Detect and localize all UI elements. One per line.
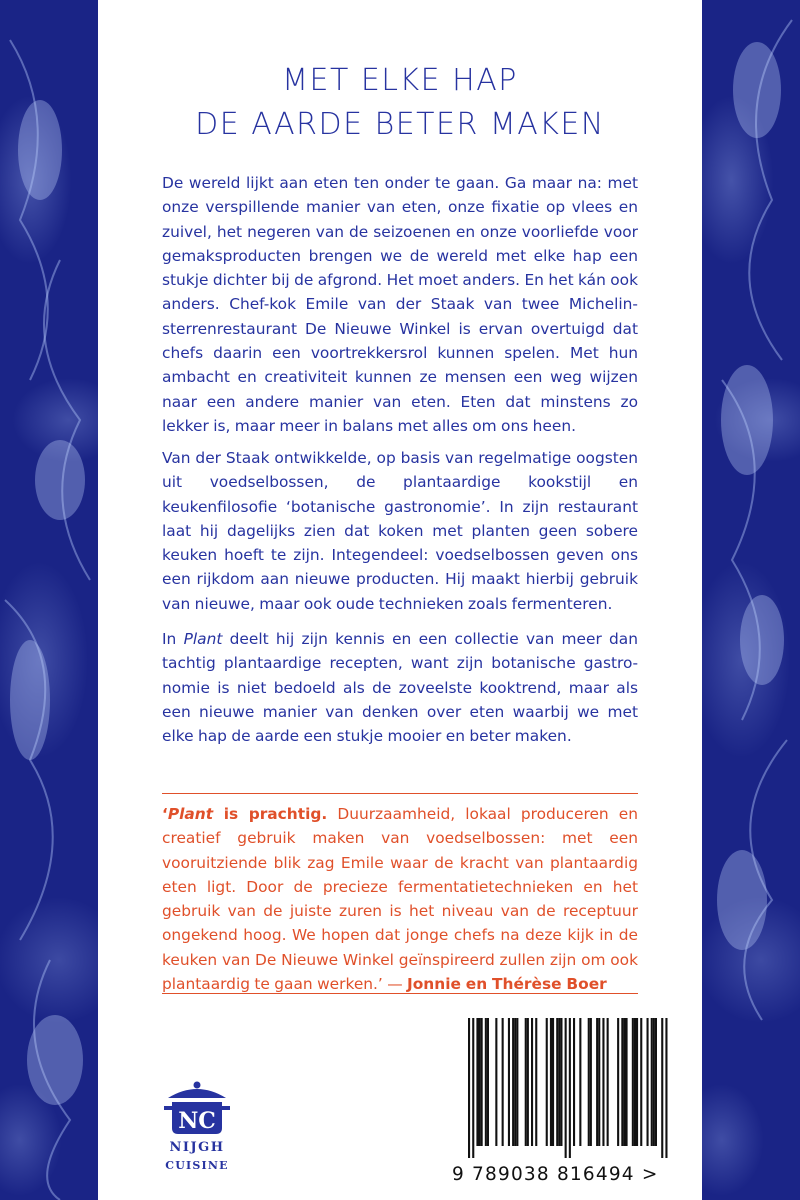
barcode-bar — [481, 1018, 483, 1146]
barcode-bar — [546, 1018, 548, 1146]
quote-lead: is prachtig. — [213, 805, 328, 823]
barcode-bars — [446, 1018, 696, 1160]
barcode-bar — [647, 1018, 649, 1146]
barcode-bar — [479, 1018, 481, 1146]
barcode-bar — [598, 1018, 600, 1146]
leaf-pattern-right — [702, 0, 800, 1200]
barcode-bar — [550, 1018, 552, 1146]
barcode-bar — [502, 1018, 504, 1146]
barcode-bar — [565, 1018, 567, 1158]
barcode-bar — [579, 1018, 581, 1146]
barcode-bar — [476, 1018, 478, 1146]
barcode-bar — [527, 1018, 529, 1146]
paragraph-3 — [162, 627, 638, 748]
barcode-bar — [525, 1018, 527, 1146]
barcode-bar — [556, 1018, 558, 1146]
barcode-digits: 9 789038 816494 > — [452, 1164, 659, 1185]
barcode-bar — [485, 1018, 487, 1146]
quote-open-mark: ‘ — [162, 805, 168, 823]
publisher-logo — [162, 1076, 252, 1176]
barcode-bar — [590, 1018, 592, 1146]
book-title-italic: Plant — [183, 630, 223, 648]
barcode-bar — [626, 1018, 628, 1146]
barcode-bar — [634, 1018, 636, 1146]
quote-attribution: Jonnie en Thérèse Boer — [407, 975, 607, 994]
barcode-bar — [602, 1018, 604, 1146]
quote-book-title: Plant — [167, 805, 214, 823]
quote-body: Duurzaamheid, lokaal produceren en creatief gebruik maken van voedselbossen: met een vooruitziende blik zag Emile waar de kracht van plantaardig eten ligt. Door de precieze fermentatietechnieken en het gebruik van de juiste zuren is het niveau van de receptuur ongekend hoog. We hopen dat jonge chefs na deze kijk in de keuken van De Nieuwe Winkel geïnspireerd zullen zijn om ook plantaardig te gaan werken.’ — — [162, 805, 638, 994]
barcode-bar — [512, 1018, 514, 1146]
barcode-bar — [607, 1018, 609, 1146]
barcode-bar — [573, 1018, 575, 1146]
barcode-bar — [623, 1018, 625, 1146]
barcode-bar — [665, 1018, 667, 1158]
barcode-bar — [569, 1018, 571, 1158]
paragraph-3-prefix: In — [162, 630, 184, 648]
barcode-bar — [632, 1018, 634, 1146]
barcode-bar — [655, 1018, 657, 1146]
title-line-2: DE AARDE BETER MAKEN — [195, 107, 605, 142]
barcode-bar — [472, 1018, 474, 1158]
barcode-bar — [531, 1018, 533, 1146]
barcode-bar — [514, 1018, 516, 1146]
paragraph-1: De wereld lijkt aan eten ten onder te gaan. Ga maar na: met onze verspillende manier van eten, onze fixatie op vlees en zuivel, het negeren van de seizoenen en onze voorliefde voor gemaksproducten brengen we de wereld met elke hap een stukje dichter bij de afgrond. Het moet anders. En het kán ook anders. Chef-kok Emile van der Staak van twee Michelin-sterrenrestaurant De Nieuwe Winkel is ervan overtuigd dat chefs daarin een voortrekkersrol kunnen spelen. Met hun ambacht en creativiteit kunnen ze mensen een weg wijzen naar een andere manier van eten. Eten dat minstens zo lekker is, maar meer in balans met alles om ons heen. — [162, 174, 638, 435]
paragraph-3-rest: deelt hij zijn kennis en een collectie van meer dan tachtig plantaardige recepten, want zijn botanische gastronomie is niet bedoeld als de zoveelste kooktrend, maar als een nieuwe manier van denken over eten waarbij we met elke hap de aarde een stukje mooier en beter maken. — [162, 630, 638, 746]
quote-top-rule — [162, 793, 638, 794]
right-decorative-border — [702, 0, 800, 1200]
barcode-bar — [495, 1018, 497, 1146]
barcode-bar — [636, 1018, 638, 1146]
barcode-bar — [468, 1018, 470, 1158]
barcode-bar — [640, 1018, 642, 1146]
publisher-name-line-1: NIJGH — [169, 1140, 225, 1155]
barcode-bar — [560, 1018, 562, 1146]
publisher-name-line-2: CUISINE — [165, 1159, 229, 1172]
leaf-pattern-left — [0, 0, 98, 1200]
barcode-bar — [617, 1018, 619, 1146]
barcode-bar — [558, 1018, 560, 1146]
barcode-bar — [621, 1018, 623, 1146]
barcode-bar — [596, 1018, 598, 1146]
quote-bottom-rule — [162, 993, 638, 994]
barcode-bar — [653, 1018, 655, 1146]
left-decorative-border — [0, 0, 98, 1200]
barcode-bar — [508, 1018, 510, 1146]
barcode-bar — [487, 1018, 489, 1146]
endorsement-quote — [162, 802, 638, 996]
barcode-bar — [661, 1018, 663, 1158]
paragraph-2: Van der Staak ontwikkelde, op basis van regelmatige oogsten uit voedselbossen, de plantaardige kookstijl en keukenfilosofie ‘botanische gastronomie’. In zijn restaurant laat hij dagelijks zien dat koken met planten geen sobere keuken hoeft te zijn. Integendeel: voedselbossen geven ons een rijkdom aan nieuwe producten. Hij maakt hierbij gebruik van nieuwe, maar ook oude technieken zoals fermenteren. — [162, 449, 638, 613]
title-line-1: MET ELKE HAP — [282, 63, 518, 98]
barcode-bar — [516, 1018, 518, 1146]
logo-monogram: NC — [178, 1108, 216, 1134]
barcode-bar — [552, 1018, 554, 1146]
barcode-bar — [651, 1018, 653, 1146]
isbn-barcode — [446, 1018, 702, 1200]
back-cover-panel — [98, 0, 702, 1200]
barcode-bar — [535, 1018, 537, 1146]
barcode-bar — [588, 1018, 590, 1146]
pot-icon — [162, 1076, 232, 1140]
